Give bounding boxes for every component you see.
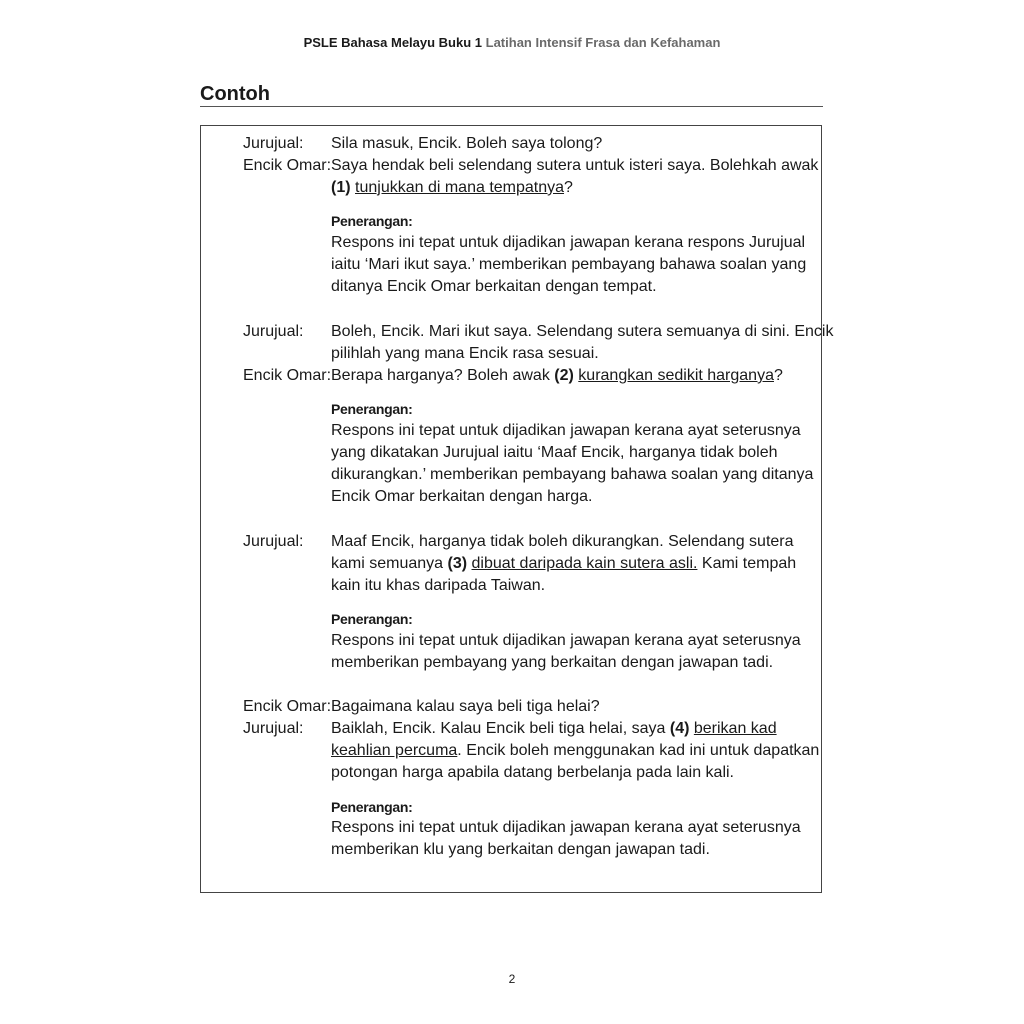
explanation-heading: Penerangan: (331, 611, 413, 627)
explanation-line: ditanya Encik Omar berkaitan dengan tempat. (331, 278, 657, 295)
dialogue-line: potongan harga apabila datang berbelanja pada lain kali. (331, 764, 734, 781)
answer-phrase: dibuat daripada kain sutera asli. (471, 555, 698, 572)
dialogue-line (331, 553, 796, 575)
dialogue-text: Baiklah, Encik. Kalau Encik beli tiga helai, saya (331, 720, 666, 737)
dialogue-line: Saya hendak beli selendang sutera untuk isteri saya. Bolehkah awak (331, 157, 819, 174)
dialogue-line (331, 365, 783, 387)
dialogue-text: kami semuanya (331, 555, 444, 572)
blank-number: (1) (331, 179, 351, 196)
header-title-bold: PSLE Bahasa Melayu Buku 1 (303, 35, 483, 50)
explanation-line: Respons ini tepat untuk dijadikan jawapan kerana ayat seterusnya (331, 632, 801, 649)
dialogue-line: Boleh, Encik. Mari ikut saya. Selendang sutera semuanya di sini. Encik (331, 323, 834, 340)
explanation-line: Respons ini tepat untuk dijadikan jawapan kerana ayat seterusnya (331, 422, 801, 439)
dialogue-line (331, 177, 573, 199)
section-title: Contoh (200, 82, 823, 107)
blank-number: (4) (669, 720, 690, 737)
dialogue-text: Berapa harganya? Boleh awak (331, 367, 550, 384)
dialogue-line: pilihlah yang mana Encik rasa sesuai. (331, 345, 599, 362)
explanation-line: Respons ini tepat untuk dijadikan jawapan kerana ayat seterusnya (331, 819, 801, 836)
page-number: 2 (508, 972, 516, 986)
speaker-label: Encik Omar: (243, 698, 332, 715)
explanation-line: yang dikatakan Jurujual iaitu ‘Maaf Encik, harganya tidak boleh (331, 444, 778, 461)
answer-phrase: keahlian percuma (331, 742, 458, 759)
answer-phrase: berikan kad (693, 720, 777, 737)
dialogue-text: Kami tempah (701, 555, 797, 572)
explanation-heading: Penerangan: (331, 401, 413, 417)
explanation-heading: Penerangan: (331, 799, 413, 815)
speaker-label: Jurujual: (243, 135, 304, 152)
explanation-line: memberikan klu yang berkaitan dengan jawapan tadi. (331, 841, 710, 858)
header-title-rest: Latihan Intensif Frasa dan Kefahaman (485, 35, 721, 50)
speaker-label: Encik Omar: (243, 367, 332, 384)
explanation-line: iaitu ‘Mari ikut saya.’ memberikan pembayang bahawa soalan yang (331, 256, 807, 273)
dialogue-line: Maaf Encik, harganya tidak boleh dikurangkan. Selendang sutera (331, 533, 794, 550)
dialogue-text: . Encik boleh menggunakan kad ini untuk dapatkan (457, 742, 820, 759)
explanation-line: dikurangkan.’ memberikan pembayang bahawa soalan yang ditanya (331, 466, 814, 483)
explanation-heading: Penerangan: (331, 213, 413, 229)
speaker-label: Encik Omar: (243, 157, 332, 174)
blank-number: (2) (554, 367, 574, 384)
punctuation: ? (773, 367, 783, 384)
blank-number: (3) (447, 555, 468, 572)
speaker-label: Jurujual: (243, 323, 304, 340)
speaker-label: Jurujual: (243, 720, 304, 737)
dialogue-line: kain itu khas daripada Taiwan. (331, 577, 546, 594)
punctuation: ? (564, 179, 573, 196)
dialogue-line (331, 740, 819, 762)
answer-phrase: tunjukkan di mana tempatnya (355, 179, 565, 196)
speaker-label: Jurujual: (243, 533, 304, 550)
dialogue-line: Bagaimana kalau saya beli tiga helai? (331, 698, 600, 715)
explanation-line: memberikan pembayang yang berkaitan dengan jawapan tadi. (331, 654, 774, 671)
explanation-line: Encik Omar berkaitan dengan harga. (331, 488, 593, 505)
dialogue-line: Sila masuk, Encik. Boleh saya tolong? (331, 135, 603, 152)
explanation-line: Respons ini tepat untuk dijadikan jawapan kerana respons Jurujual (331, 234, 806, 251)
dialogue-line (331, 718, 777, 740)
page-header (0, 34, 1024, 52)
answer-phrase: kurangkan sedikit harganya (578, 367, 774, 384)
